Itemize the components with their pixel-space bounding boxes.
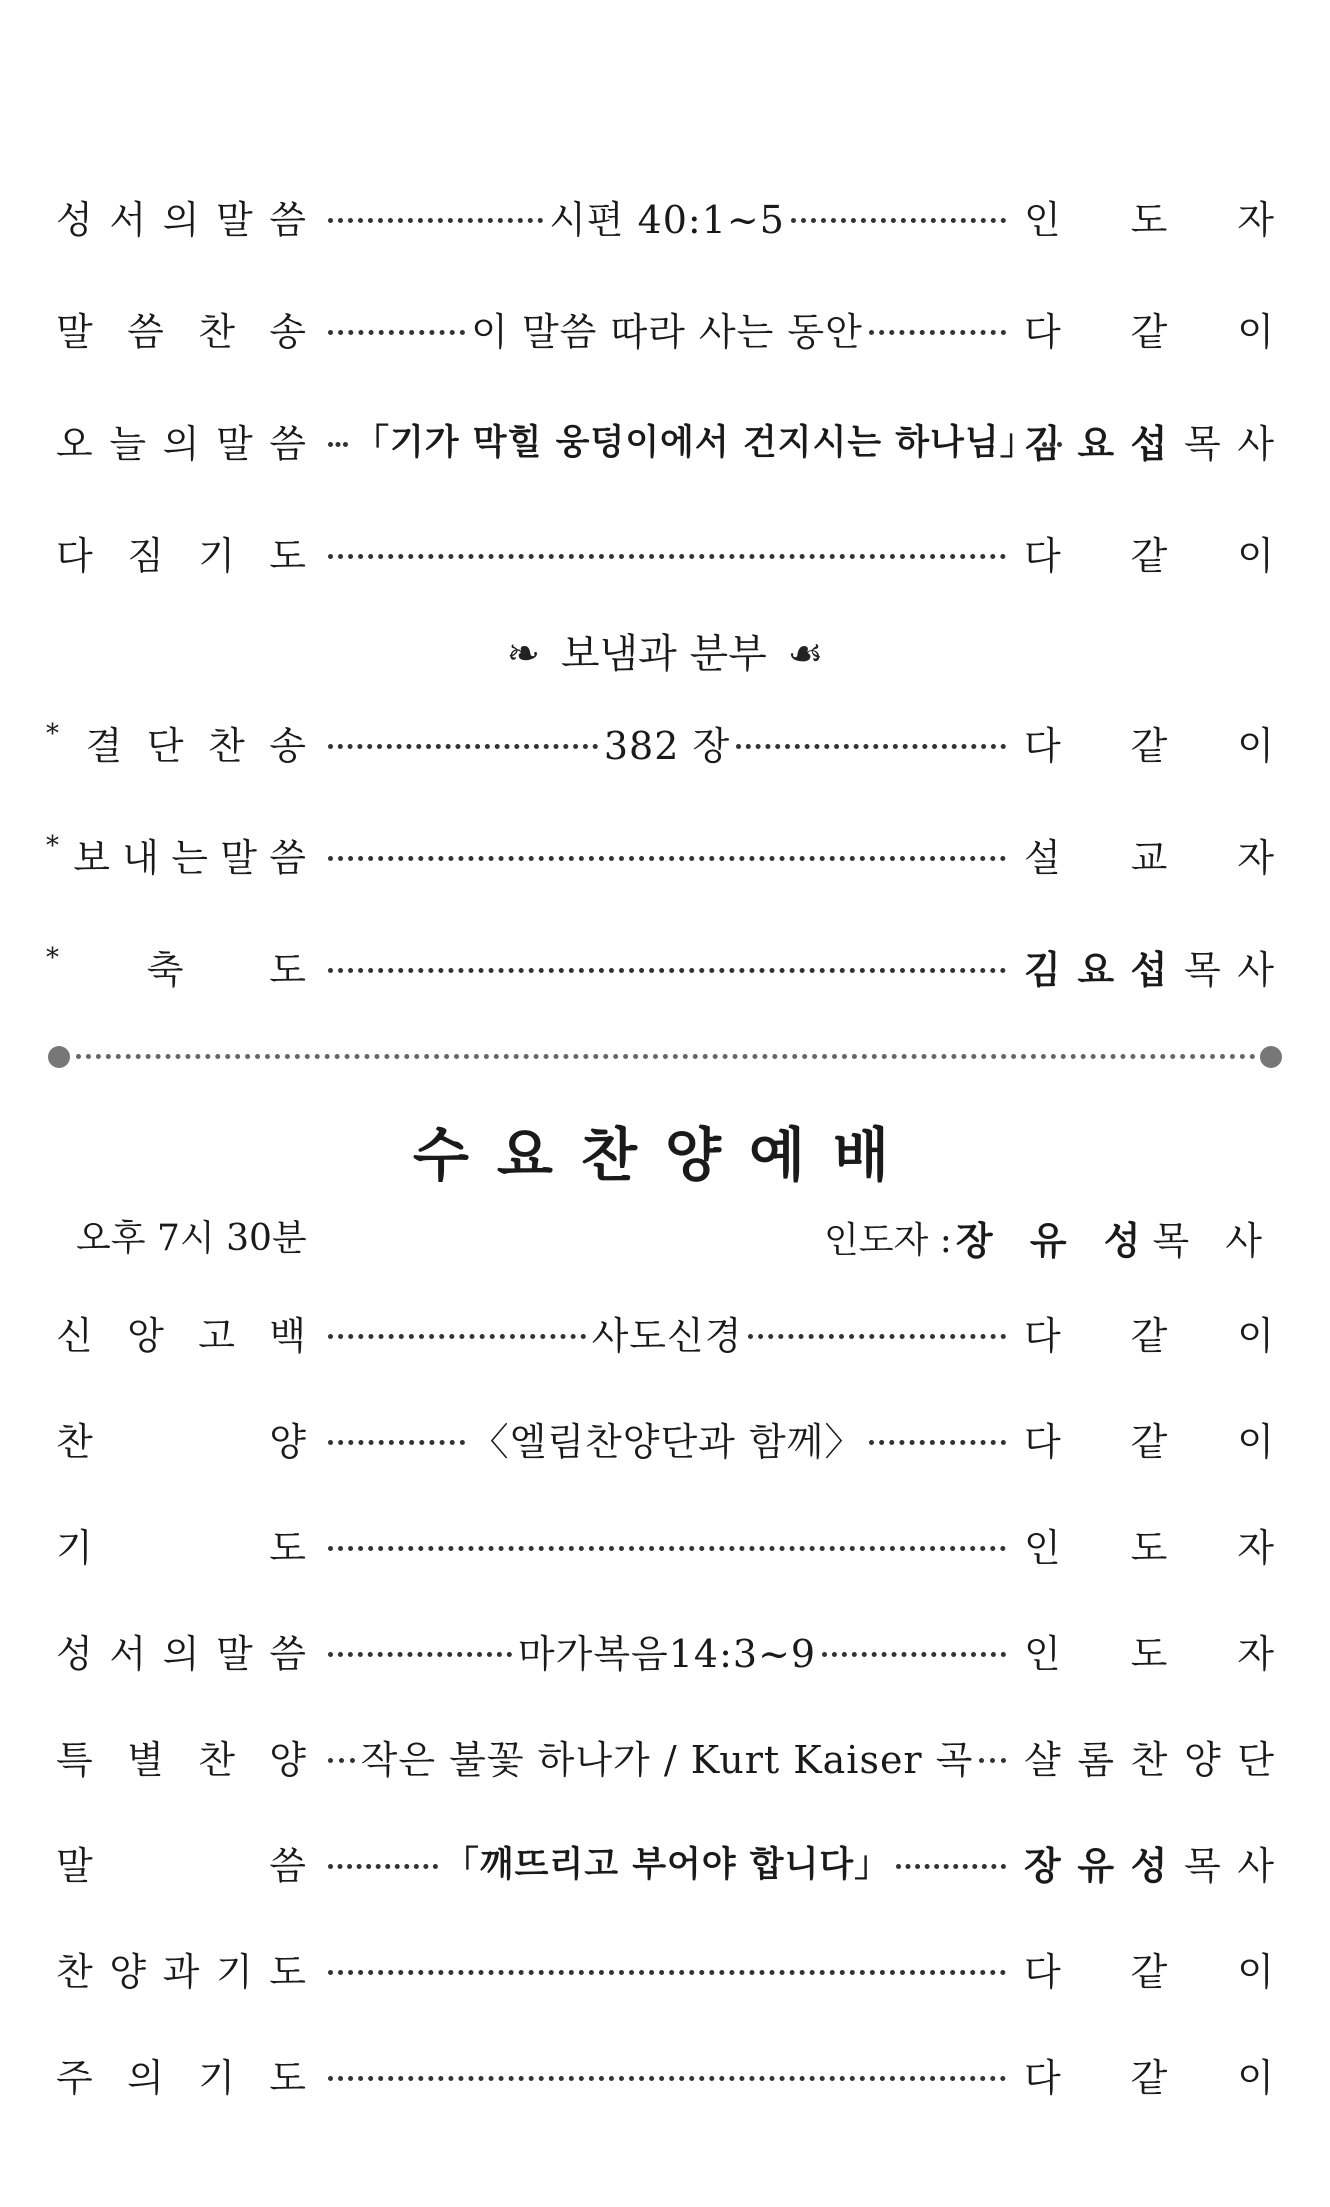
label-char: 백	[269, 1313, 306, 1358]
label-char: 보	[73, 835, 110, 880]
label-char: 씀	[269, 197, 306, 242]
person-name-char: 요	[1077, 947, 1115, 992]
person-char: 이	[1237, 1419, 1274, 1464]
label-char: 내	[122, 835, 159, 880]
order-row	[56, 410, 1274, 470]
item-person	[1024, 1411, 1274, 1466]
label-char: 특	[56, 1737, 93, 1782]
item-content	[322, 1966, 1012, 1971]
item-label	[56, 1729, 306, 1784]
item-person	[1024, 1305, 1274, 1360]
label-char: 기	[198, 2055, 235, 2100]
person-name-char: 장	[1024, 1843, 1061, 1888]
person-title-char: 목	[1183, 421, 1221, 466]
person-char: 다	[1024, 1419, 1061, 1464]
item-label	[56, 413, 306, 468]
item-person	[1024, 1623, 1274, 1678]
person-char: 다	[1024, 533, 1061, 578]
leader-dots	[736, 744, 1006, 749]
person-char: 같	[1130, 309, 1168, 354]
person-char: 롬	[1077, 1737, 1115, 1782]
label-char: 씀	[269, 421, 306, 466]
leader-dots	[328, 856, 1006, 861]
item-title: 작은 불꽃 하나가 / Kurt Kaiser 곡	[360, 1737, 974, 1782]
section-label: 보냄과 분부	[560, 631, 767, 677]
label-char: 도	[269, 1525, 306, 1570]
label-char: 의	[162, 421, 200, 466]
service-title: 수요찬양예배	[412, 1121, 918, 1189]
person-title-char: 목	[1183, 947, 1221, 992]
item-person	[1024, 827, 1274, 882]
divider-endpoint-right	[1260, 1046, 1282, 1068]
label-char: 서	[109, 197, 147, 242]
person-char: 다	[1024, 2055, 1061, 2100]
leader-name: 장 유 성	[955, 1219, 1153, 1263]
leader-dots	[869, 330, 1006, 335]
label-char: 성	[56, 1631, 93, 1676]
item-label	[46, 939, 306, 994]
order-row	[56, 2044, 1274, 2104]
asterisk-mark: *	[46, 942, 59, 973]
label-char: 씀	[269, 835, 306, 880]
label-char: 찬	[56, 1419, 93, 1464]
person-char: 이	[1237, 1313, 1274, 1358]
person-title-char: 사	[1237, 1843, 1274, 1888]
label-char: 도	[269, 1949, 306, 1994]
label-char: 양	[269, 1419, 306, 1464]
leader-dots	[822, 1652, 1006, 1657]
order-row	[46, 936, 1274, 996]
person-name-char: 요	[1077, 421, 1115, 466]
person-char: 같	[1130, 2055, 1168, 2100]
person-char: 인	[1024, 1525, 1061, 1570]
leader-dots	[328, 442, 348, 447]
divider-endpoint-left	[48, 1046, 70, 1068]
item-title: 382 장	[603, 723, 731, 768]
person-name-char: 유	[1077, 1843, 1115, 1888]
item-label	[46, 715, 306, 770]
person-char: 이	[1237, 1949, 1274, 1994]
item-label	[56, 1305, 306, 1360]
section-heading	[0, 622, 1330, 679]
label-char: 송	[269, 309, 306, 354]
label-char: 기	[215, 1949, 253, 1994]
leader-dots	[328, 1546, 1006, 1551]
label-char: 결	[85, 723, 123, 768]
person-char: 다	[1024, 309, 1061, 354]
item-content	[322, 1729, 1012, 1784]
person-char: 같	[1130, 723, 1168, 768]
label-char: 송	[269, 723, 306, 768]
label-char: 말	[56, 1843, 93, 1888]
label-char: 도	[269, 947, 306, 992]
label-char: 기	[198, 533, 235, 578]
label-char: 도	[269, 2055, 306, 2100]
item-content	[322, 964, 1012, 969]
label-char: 찬	[198, 309, 235, 354]
label-char: 다	[56, 533, 93, 578]
leader-dots	[979, 1758, 1006, 1763]
leader-dots	[328, 968, 1006, 973]
item-label	[56, 1517, 306, 1572]
person-name-char: 김	[1024, 947, 1061, 992]
item-person	[1024, 301, 1274, 356]
label-char: 앙	[127, 1313, 164, 1358]
leader-label: 인도자 :	[824, 1220, 952, 1261]
person-char: 이	[1237, 533, 1274, 578]
person-char: 같	[1130, 533, 1168, 578]
item-person	[1024, 413, 1274, 468]
order-row	[46, 824, 1274, 884]
label-char: 양	[269, 1737, 306, 1782]
label-char: 말	[215, 1631, 253, 1676]
person-title-char: 사	[1237, 947, 1274, 992]
item-person	[1024, 1517, 1274, 1572]
label-char: 주	[56, 2055, 93, 2100]
person-char: 도	[1130, 197, 1168, 242]
leader-dots	[328, 1864, 438, 1869]
order-row	[56, 1408, 1274, 1468]
item-title: 이 말씀 따라 사는 동안	[471, 309, 863, 354]
item-content	[322, 301, 1012, 356]
item-content	[322, 550, 1012, 555]
leader-dots	[791, 218, 1006, 223]
person-char: 단	[1237, 1737, 1274, 1782]
person-char: 자	[1237, 1525, 1274, 1570]
item-label	[56, 301, 306, 356]
item-label	[56, 1411, 306, 1466]
item-label	[56, 1623, 306, 1678]
label-char: 의	[162, 197, 200, 242]
leader-title: 목 사	[1152, 1219, 1274, 1263]
item-content	[322, 1305, 1012, 1360]
order-row	[56, 1514, 1274, 1574]
label-char: 는	[171, 835, 208, 880]
item-content	[322, 1837, 1012, 1887]
person-name-char: 성	[1130, 1843, 1168, 1888]
person-char: 다	[1024, 1949, 1061, 1994]
item-person	[1024, 939, 1274, 994]
person-char: 같	[1130, 1949, 1168, 1994]
leader-dots	[328, 330, 465, 335]
person-char: 자	[1237, 835, 1274, 880]
label-char: 늘	[109, 421, 147, 466]
label-char: 말	[215, 421, 253, 466]
item-person	[1024, 715, 1274, 770]
label-char: 씀	[269, 1631, 306, 1676]
person-char: 교	[1130, 835, 1168, 880]
item-person	[1024, 1729, 1274, 1784]
order-row	[56, 1832, 1274, 1892]
item-content	[322, 2072, 1012, 2077]
item-title: 〈엘림찬양단과 함께〉	[470, 1419, 864, 1464]
label-char: 찬	[198, 1737, 235, 1782]
label-char: 성	[56, 197, 93, 242]
item-content	[322, 189, 1012, 244]
leader-dots	[896, 1864, 1006, 1869]
item-title: 시편 40:1~5	[549, 197, 785, 242]
dotted-divider	[76, 1054, 1256, 1059]
order-row	[56, 1938, 1274, 1998]
label-char: 기	[56, 1525, 93, 1570]
order-row	[56, 1302, 1274, 1362]
leader-dots	[328, 1334, 586, 1339]
leader-dots	[748, 1334, 1006, 1339]
item-content	[322, 1542, 1012, 1547]
leader-dots	[328, 1758, 355, 1763]
person-char: 설	[1024, 835, 1061, 880]
label-char: 고	[198, 1313, 235, 1358]
label-char: 씀	[127, 309, 164, 354]
item-label	[56, 2047, 306, 2102]
person-char: 샬	[1024, 1737, 1061, 1782]
label-char: 오	[56, 421, 93, 466]
label-char: 말	[56, 309, 93, 354]
leader-dots	[328, 1440, 465, 1445]
person-char: 이	[1237, 2055, 1274, 2100]
person-char: 같	[1130, 1313, 1168, 1358]
label-char: 의	[162, 1631, 200, 1676]
service-time: 오후 7시 30분	[76, 1218, 307, 1259]
person-char: 자	[1237, 1631, 1274, 1676]
item-person	[1024, 2047, 1274, 2102]
item-person	[1024, 1941, 1274, 1996]
item-content	[322, 1623, 1012, 1678]
label-char: 의	[127, 2055, 164, 2100]
label-char: 찬	[208, 723, 245, 768]
label-char: 단	[146, 723, 184, 768]
leader-dots	[328, 1652, 512, 1657]
order-row	[56, 298, 1274, 358]
person-char: 이	[1237, 309, 1274, 354]
person-title-char: 사	[1237, 421, 1274, 466]
person-char: 양	[1183, 1737, 1221, 1782]
label-char: 찬	[56, 1949, 93, 1994]
person-char: 도	[1130, 1525, 1168, 1570]
item-content	[322, 852, 1012, 857]
person-char: 다	[1024, 723, 1061, 768]
label-char: 과	[162, 1949, 200, 1994]
label-char: 씀	[269, 1843, 306, 1888]
item-label	[46, 827, 306, 882]
label-char: 도	[269, 533, 306, 578]
person-char: 같	[1130, 1419, 1168, 1464]
person-char: 인	[1024, 197, 1061, 242]
service-info	[76, 1210, 1274, 1265]
label-char: 말	[220, 835, 257, 880]
order-row	[56, 1620, 1274, 1680]
item-label	[56, 189, 306, 244]
item-label	[56, 1941, 306, 1996]
person-char: 찬	[1130, 1737, 1168, 1782]
asterisk-mark: *	[46, 718, 59, 749]
ornament-right-icon: ☙	[787, 631, 824, 677]
person-char: 자	[1237, 197, 1274, 242]
order-row	[56, 186, 1274, 246]
person-name-char: 김	[1024, 421, 1061, 466]
person-name-char: 섭	[1130, 947, 1168, 992]
item-content	[322, 715, 1012, 770]
leader-dots	[1042, 442, 1062, 447]
person-title-char: 목	[1183, 1843, 1221, 1888]
leader-dots	[328, 218, 543, 223]
leader-dots	[328, 744, 598, 749]
service-leader	[824, 1210, 1274, 1265]
item-content	[322, 415, 1036, 465]
person-char: 이	[1237, 723, 1274, 768]
label-char: 말	[215, 197, 253, 242]
leader-dots	[869, 1440, 1006, 1445]
item-label	[56, 1835, 306, 1890]
order-row	[56, 522, 1274, 582]
label-char: 축	[146, 947, 184, 992]
item-content	[322, 1411, 1012, 1466]
item-title: 「기가 막힐 웅덩이에서 건지시는 하나님」	[354, 423, 1036, 463]
item-title: 「깨뜨리고 부어야 합니다」	[443, 1845, 891, 1885]
asterisk-mark: *	[46, 830, 59, 861]
person-char: 도	[1130, 1631, 1168, 1676]
order-row	[56, 1726, 1274, 1786]
leader-dots	[328, 554, 1006, 559]
leader-dots	[328, 1970, 1006, 1975]
item-person	[1024, 189, 1274, 244]
leader-dots	[328, 2076, 1006, 2081]
label-char: 별	[127, 1737, 164, 1782]
label-char: 신	[56, 1313, 93, 1358]
item-title: 사도신경	[591, 1313, 743, 1358]
item-person	[1024, 1835, 1274, 1890]
ornament-left-icon: ❧	[506, 631, 541, 677]
item-person	[1024, 525, 1274, 580]
label-char: 양	[109, 1949, 147, 1994]
label-char: 짐	[127, 533, 164, 578]
person-char: 다	[1024, 1313, 1061, 1358]
order-row	[46, 712, 1274, 772]
person-name-char: 섭	[1130, 421, 1168, 466]
person-char: 인	[1024, 1631, 1061, 1676]
label-char: 서	[109, 1631, 147, 1676]
item-label	[56, 525, 306, 580]
item-title: 마가복음14:3~9	[517, 1631, 817, 1676]
